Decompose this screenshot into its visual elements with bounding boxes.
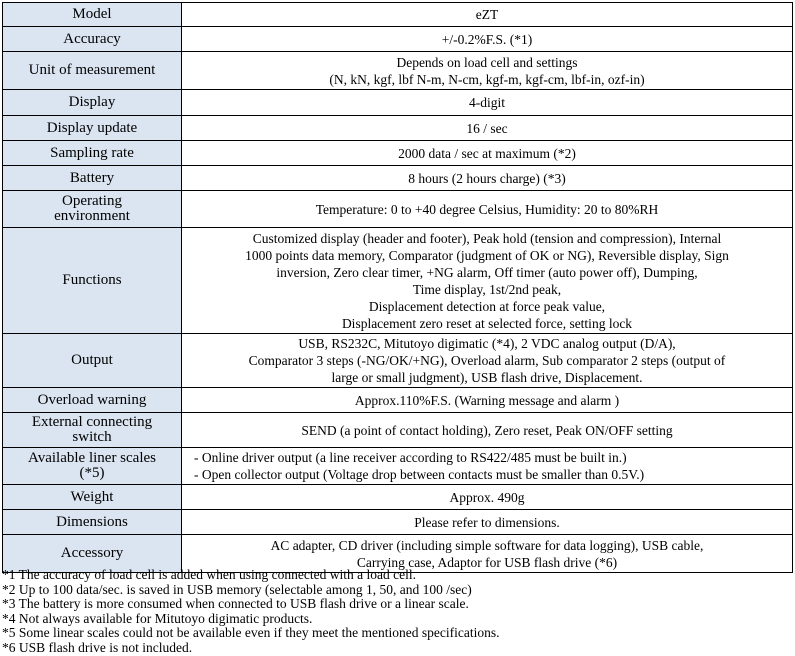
row-value bbox=[182, 141, 793, 166]
row-value bbox=[182, 485, 793, 510]
table-row bbox=[3, 52, 793, 90]
value-line: - Online driver output (a line receiver according to RS422/485 must be built in.) bbox=[194, 450, 627, 465]
row-value bbox=[182, 413, 793, 448]
footnote: *1 The accuracy of load cell is added when using connected with a load cell. bbox=[2, 567, 416, 582]
value-line: - Open collector output (Voltage drop between contacts must be smaller than 0.5V.) bbox=[194, 467, 645, 482]
row-label: Weight bbox=[3, 485, 182, 510]
table-row bbox=[3, 90, 793, 116]
row-label bbox=[3, 413, 182, 448]
row-label: Accuracy bbox=[3, 27, 182, 52]
row-value bbox=[182, 228, 793, 334]
row-label: Output bbox=[3, 334, 182, 388]
value-line: 4-digit bbox=[469, 95, 505, 110]
table-row bbox=[3, 413, 793, 448]
value-line: Customized display (header and footer), Peak hold (tension and compression), Internal bbox=[252, 230, 722, 246]
row-value bbox=[182, 448, 793, 485]
row-label: Sampling rate bbox=[3, 141, 182, 166]
row-label: Model bbox=[3, 3, 182, 27]
row-label: Display update bbox=[3, 116, 182, 141]
table-row bbox=[3, 27, 793, 52]
table-row bbox=[3, 228, 793, 334]
value-line: Time display, 1st/2nd peak, bbox=[412, 281, 562, 297]
value-line: Carrying case, Adaptor for USB flash drive (*6) bbox=[356, 554, 618, 570]
label-line: Operating bbox=[62, 193, 122, 209]
row-value bbox=[182, 191, 793, 228]
label-line: (*5) bbox=[79, 465, 105, 481]
footnote: *4 Not always available for Mitutoyo digimatic products. bbox=[2, 610, 313, 626]
table-row bbox=[3, 191, 793, 228]
label-line: External connecting bbox=[31, 414, 153, 430]
value-line: Approx. 490g bbox=[449, 489, 525, 505]
label-line: Available liner scales bbox=[28, 450, 156, 466]
table-row bbox=[3, 510, 793, 535]
row-value bbox=[182, 27, 793, 52]
value-line: Displacement zero reset at selected force, setting lock bbox=[341, 315, 633, 331]
row-label: Overload warning bbox=[3, 388, 182, 413]
footnote: *6 USB flash drive is not included. bbox=[2, 639, 193, 655]
row-value: eZT bbox=[182, 3, 793, 27]
value-line: Displacement detection at force peak value, bbox=[368, 298, 606, 314]
table-row bbox=[3, 3, 793, 27]
value-line: Please refer to dimensions. bbox=[414, 514, 560, 530]
value-line: USB, RS232C, Mitutoyo digimatic (*4), 2 VDC analog output (D/A), bbox=[298, 336, 676, 351]
row-label bbox=[3, 448, 182, 485]
value-line: SEND (a point of contact holding), Zero reset, Peak ON/OFF setting bbox=[301, 422, 673, 438]
value-line: Depends on load cell and settings bbox=[396, 54, 578, 70]
value-line: Temperature: 0 to +40 degree Celsius, Humidity: 20 to 80%RH bbox=[315, 201, 659, 217]
row-value bbox=[182, 166, 793, 191]
row-label: Unit of measurement bbox=[3, 52, 182, 90]
value-line: AC adapter, CD driver (including simple software for data logging), USB cable, bbox=[270, 537, 704, 553]
footnotes bbox=[2, 568, 793, 656]
row-value bbox=[182, 116, 793, 141]
table-row bbox=[3, 485, 793, 510]
value-line: inversion, Zero clear timer, +NG alarm, Off timer (auto power off), Dumping, bbox=[276, 264, 698, 280]
row-value bbox=[182, 334, 793, 388]
row-label: Functions bbox=[3, 228, 182, 334]
value-line: (N, kN, kgf, lbf N-m, N-cm, kgf-m, kgf-cm, lbf-in, ozf-in) bbox=[329, 71, 645, 87]
table-row bbox=[3, 116, 793, 141]
value-line: +/-0.2%F.S. (*1) bbox=[441, 31, 533, 47]
row-label: Display bbox=[3, 90, 182, 116]
value-line: 8 hours (2 hours charge) (*3) bbox=[408, 170, 566, 186]
table-row bbox=[3, 388, 793, 413]
spec-table bbox=[2, 2, 793, 573]
table-row bbox=[3, 141, 793, 166]
table-row bbox=[3, 334, 793, 388]
value-line: 16 / sec bbox=[466, 120, 508, 136]
row-value bbox=[182, 388, 793, 413]
row-label: Accessory bbox=[3, 535, 182, 573]
footnote: *3 The battery is more consumed when connected to USB flash drive or a linear scale. bbox=[2, 596, 469, 612]
value-line: Comparator 3 steps (-NG/OK/+NG), Overload alarm, Sub comparator 2 steps (output of bbox=[248, 353, 726, 368]
row-label: Dimensions bbox=[3, 510, 182, 535]
label-line: switch bbox=[72, 429, 112, 445]
table-row bbox=[3, 166, 793, 191]
value-line: Approx.110%F.S. (Warning message and alarm ) bbox=[354, 392, 620, 408]
row-label bbox=[3, 191, 182, 228]
label-line: environment bbox=[54, 208, 130, 224]
row-value bbox=[182, 90, 793, 116]
table-row bbox=[3, 448, 793, 485]
footnote: *5 Some linear scales could not be available even if they meet the mentioned specifications. bbox=[2, 625, 500, 641]
value-line: 2000 data / sec at maximum (*2) bbox=[398, 145, 576, 161]
row-value bbox=[182, 52, 793, 90]
value-line: large or small judgment), USB flash drive, Displacement. bbox=[331, 370, 643, 385]
row-label: Battery bbox=[3, 166, 182, 191]
row-value bbox=[182, 510, 793, 535]
value-line: 1000 points data memory, Comparator (judgment of OK or NG), Reversible display, Sign bbox=[245, 247, 729, 263]
footnote: *2 Up to 100 data/sec. is saved in USB memory (selectable among 1, 50, and 100 /sec) bbox=[2, 581, 472, 597]
